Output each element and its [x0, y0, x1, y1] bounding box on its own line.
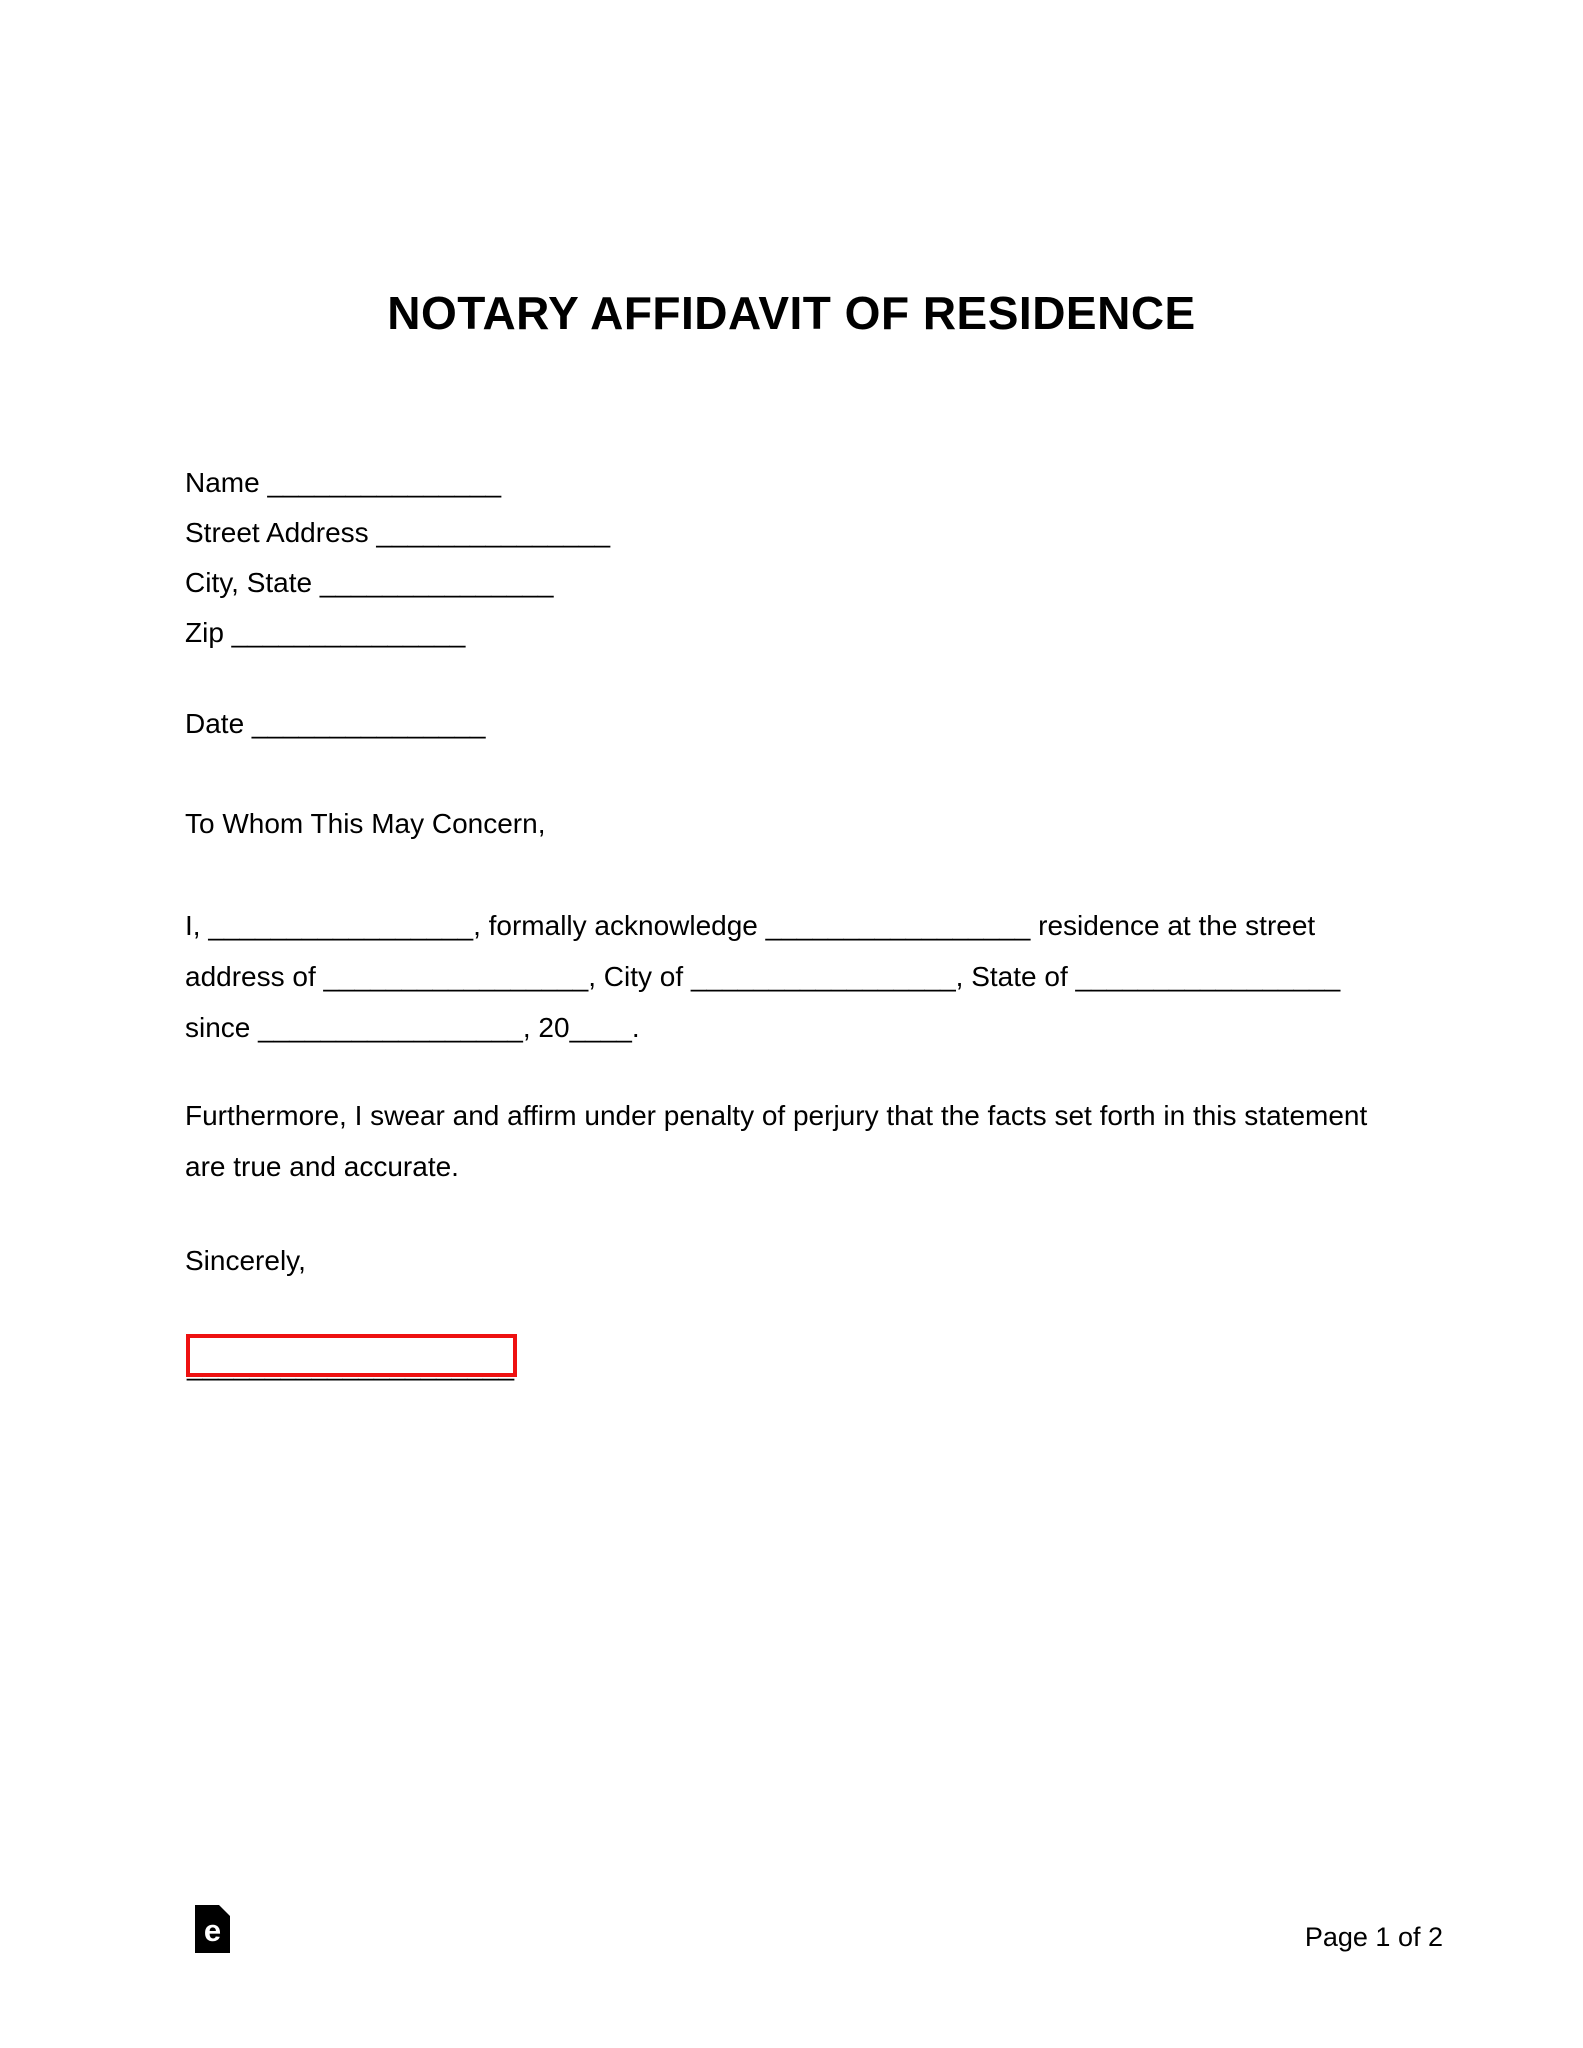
- city-state-field-line: City, State _______________: [185, 567, 554, 598]
- address-block: [185, 458, 610, 658]
- logo-letter: e: [203, 1913, 222, 1948]
- acknowledgment-line-1: I, _________________, formally acknowledge _________________ residence at the street: [185, 910, 1316, 941]
- acknowledgment-paragraph: [185, 900, 1340, 1053]
- affirmation-line-1: Furthermore, I swear and affirm under penalty of perjury that the facts set forth in this statement: [185, 1100, 1368, 1131]
- signature-line: _____________________: [187, 1350, 515, 1381]
- street-address-field-line: Street Address _______________: [185, 517, 611, 548]
- acknowledgment-line-2: address of _________________, City of _________________, State of _________________: [185, 961, 1341, 992]
- zip-field-line: Zip _______________: [185, 617, 466, 648]
- eforms-logo-icon: [195, 1905, 230, 1953]
- acknowledgment-line-3: since _________________, 20____.: [185, 1012, 640, 1043]
- name-field-line: Name _______________: [185, 467, 502, 498]
- page-number: Page 1 of 2: [1304, 1922, 1443, 1952]
- affirmation-paragraph: [185, 1090, 1367, 1192]
- document-title: NOTARY AFFIDAVIT OF RESIDENCE: [387, 287, 1196, 339]
- date-field-line: Date _______________: [185, 708, 486, 739]
- closing: Sincerely,: [185, 1245, 306, 1276]
- salutation: To Whom This May Concern,: [185, 808, 546, 839]
- affirmation-line-2: are true and accurate.: [185, 1151, 459, 1182]
